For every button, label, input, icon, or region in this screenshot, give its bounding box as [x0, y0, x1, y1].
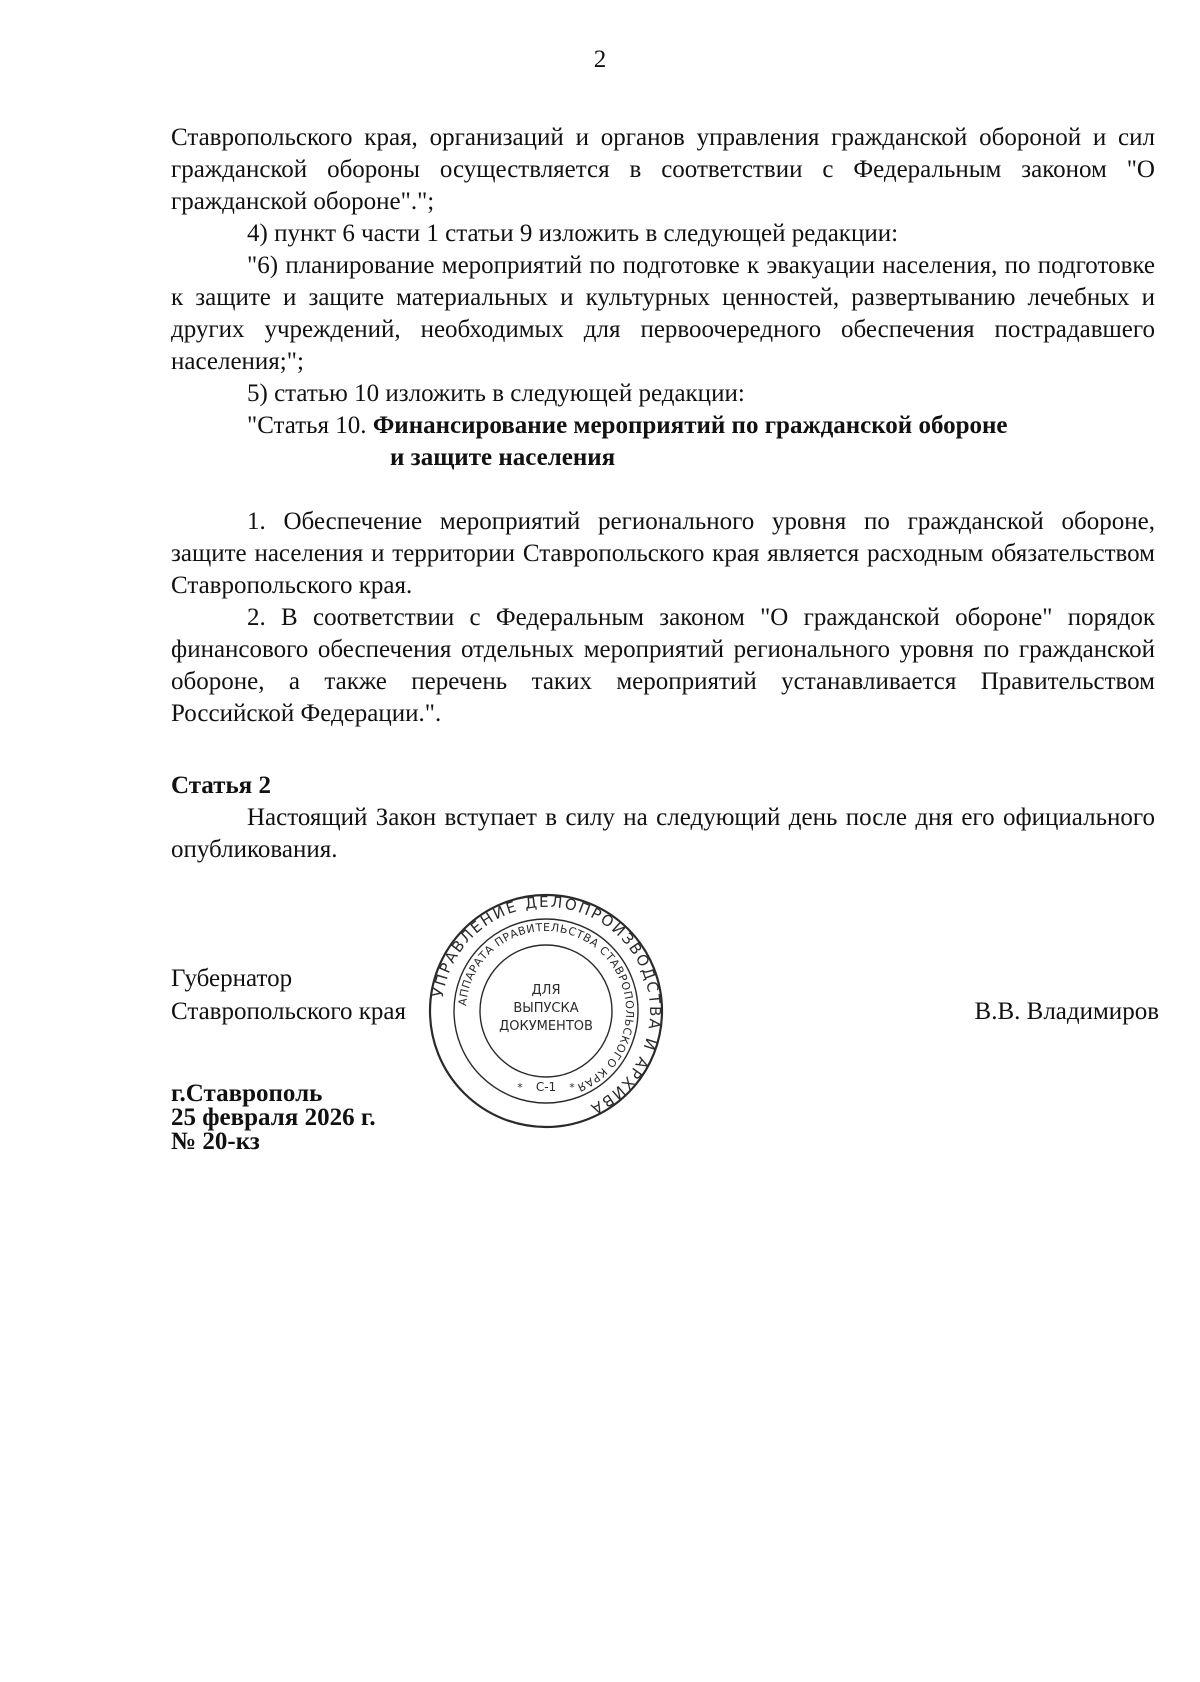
stamp-outer-text: УПРАВЛЕНИЕ ДЕЛОПРОИЗВОДСТВА И АРХИВА: [428, 893, 664, 1119]
document-body: [171, 122, 1155, 866]
article-10-item-2: 2. В соответствии с Федеральным законом "О гражданской обороне" порядок финансового обеспечения отдельных мероприятий регионального уровня по гражданской обороне, а также перечень таких мероприятий устанавливается Правительством Российской Федерации.".: [171, 604, 1155, 727]
place-and-date: [171, 1082, 376, 1154]
stamp-code: С-1: [535, 1080, 557, 1094]
paragraph-continuation: Ставропольского края, организаций и органов управления гражданской обороной и сил гражданской обороны осуществляется в соответствии с Федеральным законом "О гражданской обороне".";: [171, 124, 1155, 215]
paragraph-item-5: 5) статью 10 изложить в следующей редакции:: [247, 380, 745, 407]
paragraph-item-4: 4) пункт 6 части 1 статьи 9 изложить в следующей редакции:: [247, 220, 899, 247]
signature-name: В.В. Владимиров: [974, 998, 1159, 1025]
official-stamp: [428, 893, 664, 1129]
paragraph-item-6: "6) планирование мероприятий по подготовке к эвакуации населения, по подготовке к защите и защите материальных и культурных ценностей, развертыванию лечебных и других учреждений, необходимых для первоочередного обеспечения пострадавшего населения;";: [171, 252, 1155, 375]
article-10-item-1: 1. Обеспечение мероприятий регионального уровня по гражданской обороне, защите населения и территории Ставропольского края является расходным обязательством Ставропольского края.: [171, 508, 1155, 599]
stamp-center-line1: ДЛЯ: [531, 983, 561, 998]
article-10-title-line1: Финансирование мероприятий по гражданской обороне: [372, 412, 1008, 439]
signature-position: [171, 962, 406, 1028]
article-2-text: Настоящий Закон вступает в силу на следующий день после дня его официального опубликования.: [171, 804, 1155, 863]
stamp-center-line3: ДОКУМЕНТОВ: [499, 1019, 593, 1034]
document-number: № 20-кз: [171, 1128, 260, 1155]
stamp-inner-text: АППАРАТА ПРАВИТЕЛЬСТВА СТАВРОПОЛЬСКОГО КРАЯ: [456, 920, 637, 1095]
article-2-title: Статья 2: [171, 772, 271, 799]
article-10-prefix: "Статья 10.: [247, 412, 373, 439]
article-10-title-line2: и защите населения: [390, 444, 616, 471]
place-date: 25 февраля 2026 г.: [171, 1104, 376, 1131]
stamp-star-left-icon: *: [517, 1081, 523, 1094]
place-city: г.Ставрополь: [171, 1080, 323, 1107]
stamp-star-right-icon: *: [569, 1081, 575, 1094]
signature-position-line1: Губернатор: [171, 965, 293, 992]
article-10-heading: [247, 410, 1155, 474]
stamp-graphic: [428, 893, 664, 1129]
signature-position-line2: Ставропольского края: [171, 998, 406, 1025]
page-number: 2: [593, 46, 607, 73]
stamp-center-line2: ВЫПУСКА: [513, 1001, 579, 1016]
